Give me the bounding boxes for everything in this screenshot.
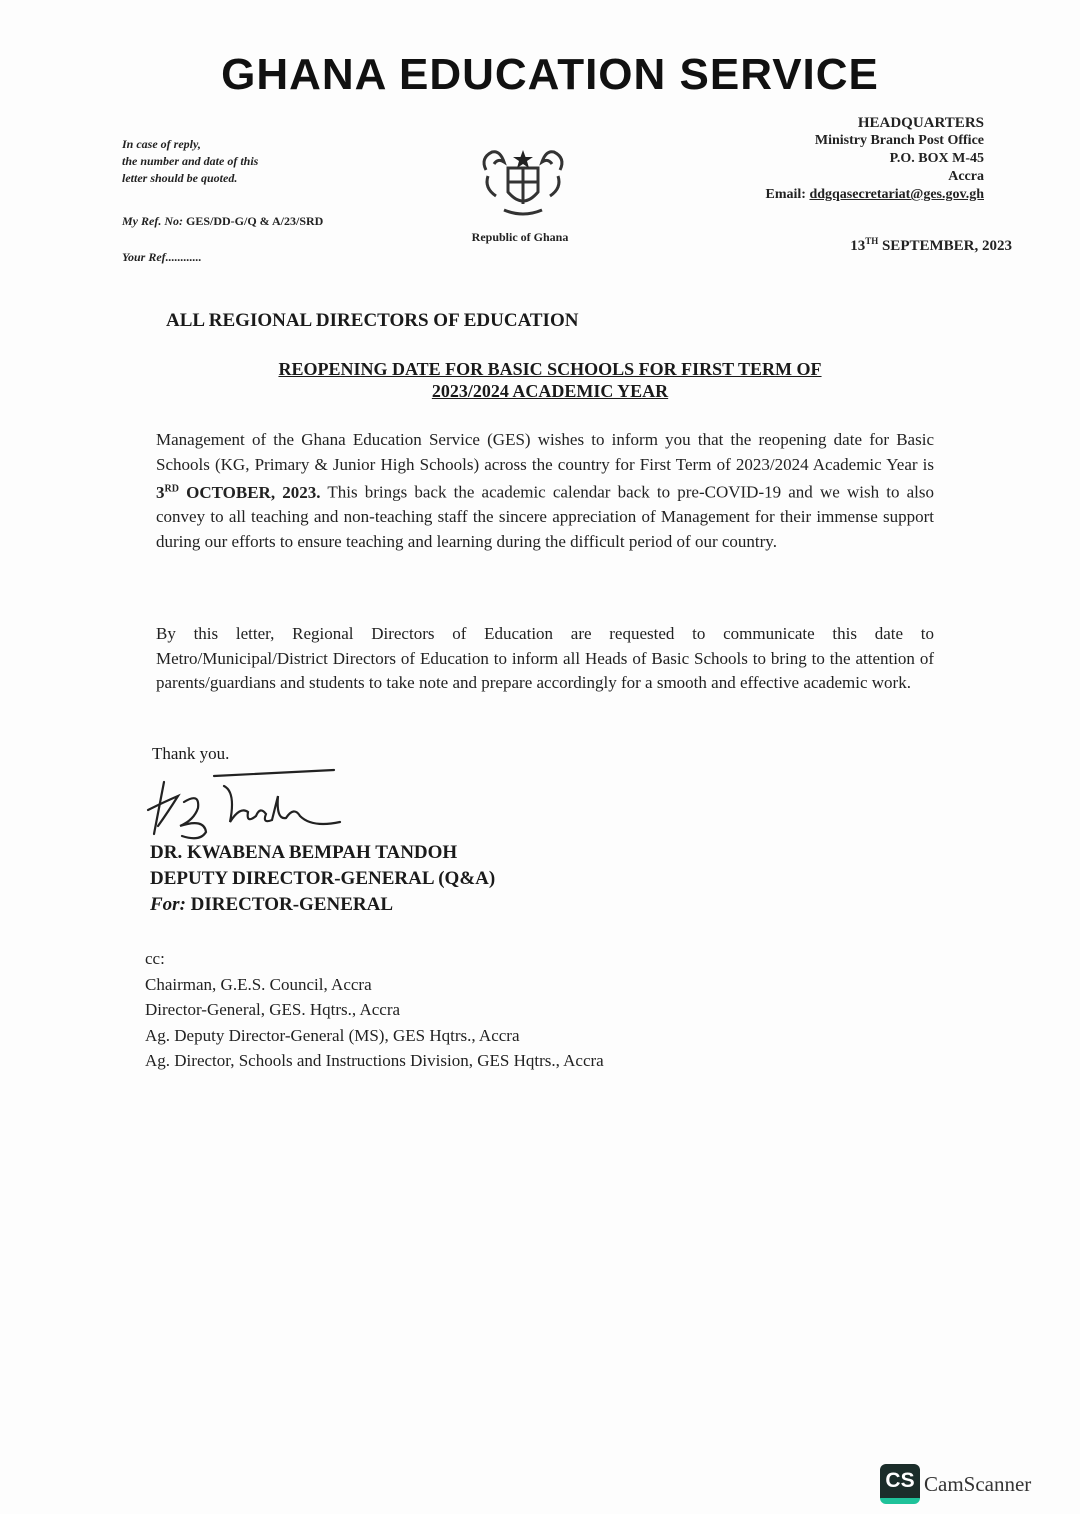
subject-line: REOPENING DATE FOR BASIC SCHOOLS FOR FIRST TERM OF [278, 359, 822, 379]
email-label: Email: [765, 187, 806, 202]
your-ref: Your Ref............ [122, 250, 202, 264]
paragraph-2: By this letter, Regional Directors of Education are requested to communicate this date to Metro/Municipal/District Directors of Education to inform all Heads of Basic Schools to bring to the attention of parents/guardians and students to take note and prepare accordingly for a smooth and effective academic work. [156, 624, 934, 693]
my-ref [122, 214, 323, 229]
camscanner-watermark [880, 1464, 1031, 1504]
reply-note-line: In case of reply, [122, 137, 201, 151]
address-line: HEADQUARTERS [857, 115, 984, 131]
cc-label: cc: [145, 949, 165, 968]
reopening-rest: OCTOBER, 2023. [178, 482, 321, 502]
for-label: For: [150, 894, 186, 915]
subject [150, 358, 950, 402]
p1-text: Management of the Ghana Education Service (GES) wishes to inform you that the reopening date for Basic Schools (KG, Primary & Junior High Schools) across the country for First Term of 2023/2024 Academic Year is [156, 430, 934, 474]
email-link[interactable]: ddgqasecretariat@ges.gov.gh [809, 187, 984, 202]
camscanner-label: CamScanner [924, 1471, 1032, 1496]
signer-name: DR. KWABENA BEMPAH TANDOH [150, 842, 458, 863]
subject-line: 2023/2024 ACADEMIC YEAR [431, 381, 669, 401]
date-rest: SEPTEMBER, 2023 [881, 238, 1012, 254]
date-suffix: TH [865, 236, 879, 246]
cc-item: Ag. Deputy Director-General (MS), GES Hqtrs., Accra [145, 1025, 520, 1045]
signer-title: DEPUTY DIRECTOR-GENERAL (Q&A) [150, 868, 496, 889]
reopening-suffix: RD [164, 483, 179, 495]
signatory [150, 840, 495, 918]
recipient: ALL REGIONAL DIRECTORS OF EDUCATION [166, 310, 579, 331]
crest-label: Republic of Ghana [471, 230, 569, 244]
for-value: DIRECTOR-GENERAL [185, 894, 394, 915]
paragraph-1 [156, 428, 934, 555]
reopening-date [156, 483, 320, 502]
closing: Thank you. [152, 744, 230, 763]
reopening-day: 3 [156, 482, 165, 502]
for-line [150, 892, 495, 918]
p1-text-after: This brings back the academic calendar back to pre-COVID-19 and we wish to also convey to all teaching and non-teaching staff the sincere appreciation of Management for their immense support during our efforts to ensure teaching and learning during the difficult period of our country. [156, 482, 934, 552]
cc-item: Director-General, GES. Hqtrs., Accra [145, 1000, 401, 1019]
reply-note-line: letter should be quoted. [122, 171, 238, 185]
camscanner-logo-icon: CS [880, 1464, 920, 1504]
address-line: Accra [948, 169, 984, 184]
coat-of-arms-icon [474, 140, 572, 220]
signature-icon [144, 762, 354, 842]
cc-item: Chairman, G.E.S. Council, Accra [145, 974, 372, 994]
my-ref-label: My Ref. No: [122, 214, 183, 228]
address-block [766, 114, 985, 204]
letterhead-title: GHANA EDUCATION SERVICE [221, 50, 879, 99]
cc-list [145, 946, 604, 1074]
letter-date [850, 236, 1012, 255]
reply-note-line: the number and date of this [122, 154, 259, 168]
my-ref-value: GES/DD-G/Q & A/23/SRD [185, 214, 324, 228]
cc-item: Ag. Director, Schools and Instructions Division, GES Hqtrs., Accra [145, 1051, 604, 1070]
address-line: P.O. BOX M-45 [889, 151, 984, 166]
address-line: Ministry Branch Post Office [814, 133, 984, 148]
date-day: 13 [850, 238, 866, 254]
reply-note [122, 136, 258, 187]
email-line [766, 186, 985, 204]
